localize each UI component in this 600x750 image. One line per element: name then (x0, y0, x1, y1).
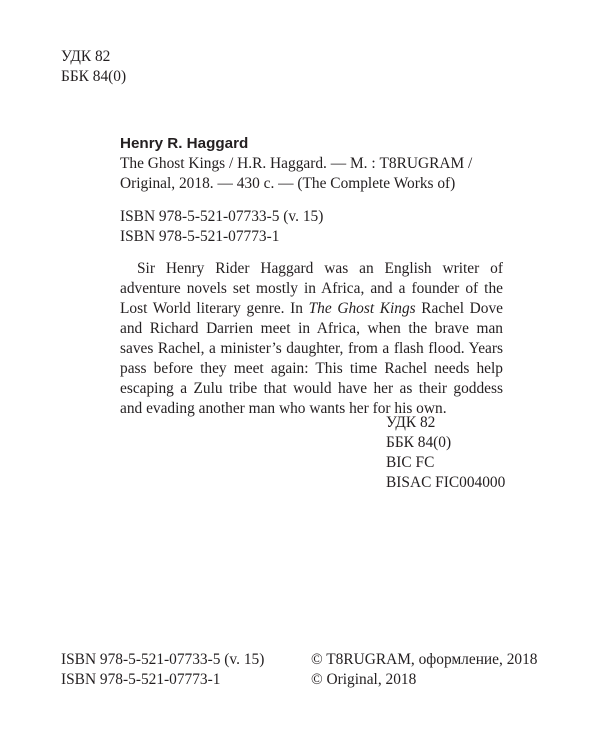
annotation-paragraph (120, 259, 503, 419)
book-title-italic: The Ghost Kings (308, 300, 416, 317)
isbn-series: ISBN 978-5-521-07773-1 (120, 228, 280, 245)
isbn-list (120, 207, 323, 247)
classification-codes (386, 413, 505, 493)
isbn-volume: ISBN 978-5-521-07733-5 (v. 15) (120, 208, 324, 225)
footer-isbn: ISBN 978-5-521-07733-5 (v. 15) (61, 651, 265, 668)
bisac-code: BISAC FIC004000 (386, 474, 506, 491)
description-line: The Ghost Kings / H.R. Haggard. — М. : T8RUGRAM / (120, 155, 473, 172)
bic-code: BIC FC (386, 454, 435, 471)
bbk-code: ББК 84(0) (386, 434, 452, 451)
udk-code: УДК 82 (386, 414, 436, 431)
copyright-notice: © Original, 2018 (311, 671, 417, 688)
author-name: Henry R. Haggard (120, 135, 249, 152)
annotation (120, 259, 503, 419)
copyright-notice: © T8RUGRAM, оформление, 2018 (311, 651, 538, 668)
udk-code: УДК 82 (61, 48, 111, 65)
footer-row (61, 650, 538, 670)
footer-isbn: ISBN 978-5-521-07773-1 (61, 671, 221, 688)
catalog-entry (120, 134, 503, 194)
annotation-text-start: Sir Henry Rider Haggard was an English writer of adventure novels set mostly in Africa, and a founder of the Lost World literary genre. In (120, 260, 503, 317)
annotation-text-end: Rachel Dove and Richard Darrien meet in Africa, when the brave man saves Rachel, a minister’s daughter, from a flash flood. Years pass before they meet again: This time Rachel needs help escaping a Zulu tribe that would have her as their goddess and evading another man who wants her for his own. (120, 300, 503, 417)
description-line: Original, 2018. — 430 с. — (The Complete Works of) (120, 175, 456, 192)
bbk-code: ББК 84(0) (61, 68, 127, 85)
copyright-footer (61, 650, 538, 690)
top-classification-codes (61, 47, 126, 87)
footer-row (61, 670, 521, 690)
